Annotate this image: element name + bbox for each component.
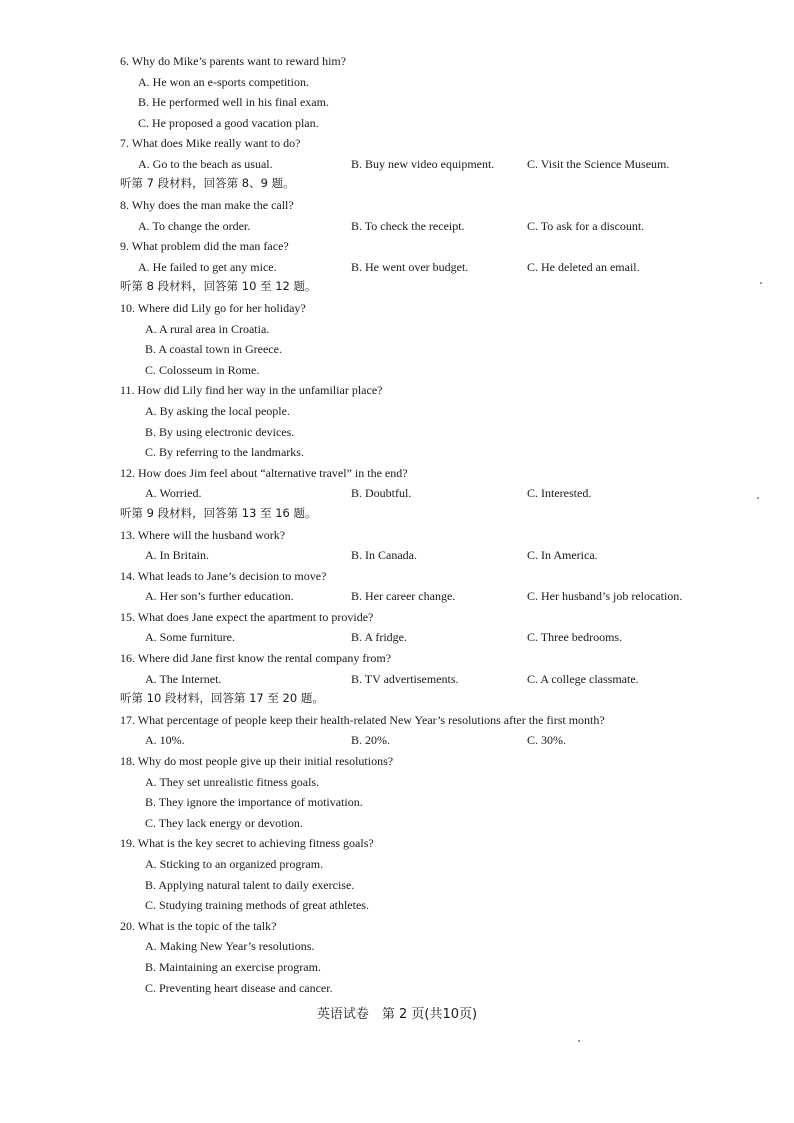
question-11-option-c: C. By referring to the landmarks.	[145, 445, 304, 459]
question-18-option-a: A. They set unrealistic fitness goals.	[145, 775, 320, 789]
question-7-option-c: C. Visit the Science Museum.	[527, 157, 670, 171]
question-8: 8. Why does the man make the call?	[120, 198, 294, 212]
question-13: 13. Where will the husband work?	[120, 528, 286, 542]
question-7-option-a: A. Go to the beach as usual.	[138, 157, 273, 171]
question-13-option-a: A. In Britain.	[145, 548, 209, 562]
question-12-option-c: C. Interested.	[527, 486, 592, 500]
section-8-instruction: 听第 8 段材料，回答第 10 至 12 题。	[120, 279, 317, 293]
question-6-option-c: C. He proposed a good vacation plan.	[138, 116, 319, 130]
section-9-instruction: 听第 9 段材料，回答第 13 至 16 题。	[120, 506, 317, 520]
question-6-option-a: A. He won an e-sports competition.	[138, 75, 309, 89]
question-20-option-b: B. Maintaining an exercise program.	[145, 960, 321, 974]
question-15-option-b: B. A fridge.	[351, 630, 407, 644]
question-13-option-c: C. In America.	[527, 548, 598, 562]
question-19-option-a: A. Sticking to an organized program.	[145, 857, 324, 871]
scan-speck	[760, 282, 762, 284]
question-14: 14. What leads to Jane’s decision to move?	[120, 569, 327, 583]
question-10-option-a: A. A rural area in Croatia.	[145, 322, 270, 336]
question-11-option-b: B. By using electronic devices.	[145, 425, 295, 439]
question-6-option-b: B. He performed well in his final exam.	[138, 95, 329, 109]
question-18-option-c: C. They lack energy or devotion.	[145, 816, 303, 830]
question-18-option-b: B. They ignore the importance of motivation.	[145, 795, 363, 809]
question-10-option-b: B. A coastal town in Greece.	[145, 342, 282, 356]
question-8-option-b: B. To check the receipt.	[351, 219, 465, 233]
question-15-option-a: A. Some furniture.	[145, 630, 235, 644]
question-20-option-a: A. Making New Year’s resolutions.	[145, 939, 315, 953]
question-16-option-c: C. A college classmate.	[527, 672, 639, 686]
question-12-option-a: A. Worried.	[145, 486, 202, 500]
section-7-instruction: 听第 7 段材料，回答第 8、9 题。	[120, 176, 295, 190]
question-19-option-c: C. Studying training methods of great athletes.	[145, 898, 369, 912]
question-10: 10. Where did Lily go for her holiday?	[120, 301, 306, 315]
question-9: 9. What problem did the man face?	[120, 239, 289, 253]
question-9-option-a: A. He failed to get any mice.	[138, 260, 277, 274]
question-13-option-b: B. In Canada.	[351, 548, 417, 562]
question-8-option-c: C. To ask for a discount.	[527, 219, 645, 233]
question-8-option-a: A. To change the order.	[138, 219, 251, 233]
question-15: 15. What does Jane expect the apartment to provide?	[120, 610, 374, 624]
question-19-option-b: B. Applying natural talent to daily exercise.	[145, 878, 355, 892]
question-6: 6. Why do Mike’s parents want to reward him?	[120, 54, 347, 68]
question-9-option-c: C. He deleted an email.	[527, 260, 640, 274]
question-20: 20. What is the topic of the talk?	[120, 919, 277, 933]
question-17: 17. What percentage of people keep their health-related New Year’s resolutions after the first month?	[120, 713, 605, 727]
question-12: 12. How does Jim feel about “alternative travel” in the end?	[120, 466, 408, 480]
question-16-option-a: A. The Internet.	[145, 672, 222, 686]
question-14-option-b: B. Her career change.	[351, 589, 456, 603]
question-11-option-a: A. By asking the local people.	[145, 404, 290, 418]
page-footer: 英语试卷 第 2 页(共10页)	[316, 1007, 478, 1022]
question-20-option-c: C. Preventing heart disease and cancer.	[145, 981, 333, 995]
question-14-option-a: A. Her son’s further education.	[145, 589, 294, 603]
scan-speck	[578, 1040, 580, 1042]
question-12-option-b: B. Doubtful.	[351, 486, 412, 500]
question-17-option-b: B. 20%.	[351, 733, 390, 747]
question-16: 16. Where did Jane first know the rental company from?	[120, 651, 392, 665]
question-19: 19. What is the key secret to achieving fitness goals?	[120, 836, 374, 850]
question-18: 18. Why do most people give up their initial resolutions?	[120, 754, 394, 768]
question-11: 11. How did Lily find her way in the unfamiliar place?	[120, 383, 383, 397]
scan-speck	[757, 497, 759, 499]
question-14-option-c: C. Her husband’s job relocation.	[527, 589, 683, 603]
question-7-option-b: B. Buy new video equipment.	[351, 157, 495, 171]
question-9-option-b: B. He went over budget.	[351, 260, 469, 274]
question-17-option-c: C. 30%.	[527, 733, 566, 747]
section-10-instruction: 听第 10 段材料，回答第 17 至 20 题。	[120, 691, 324, 705]
question-17-option-a: A. 10%.	[145, 733, 185, 747]
question-15-option-c: C. Three bedrooms.	[527, 630, 623, 644]
question-7: 7. What does Mike really want to do?	[120, 136, 301, 150]
question-16-option-b: B. TV advertisements.	[351, 672, 459, 686]
question-10-option-c: C. Colosseum in Rome.	[145, 363, 260, 377]
